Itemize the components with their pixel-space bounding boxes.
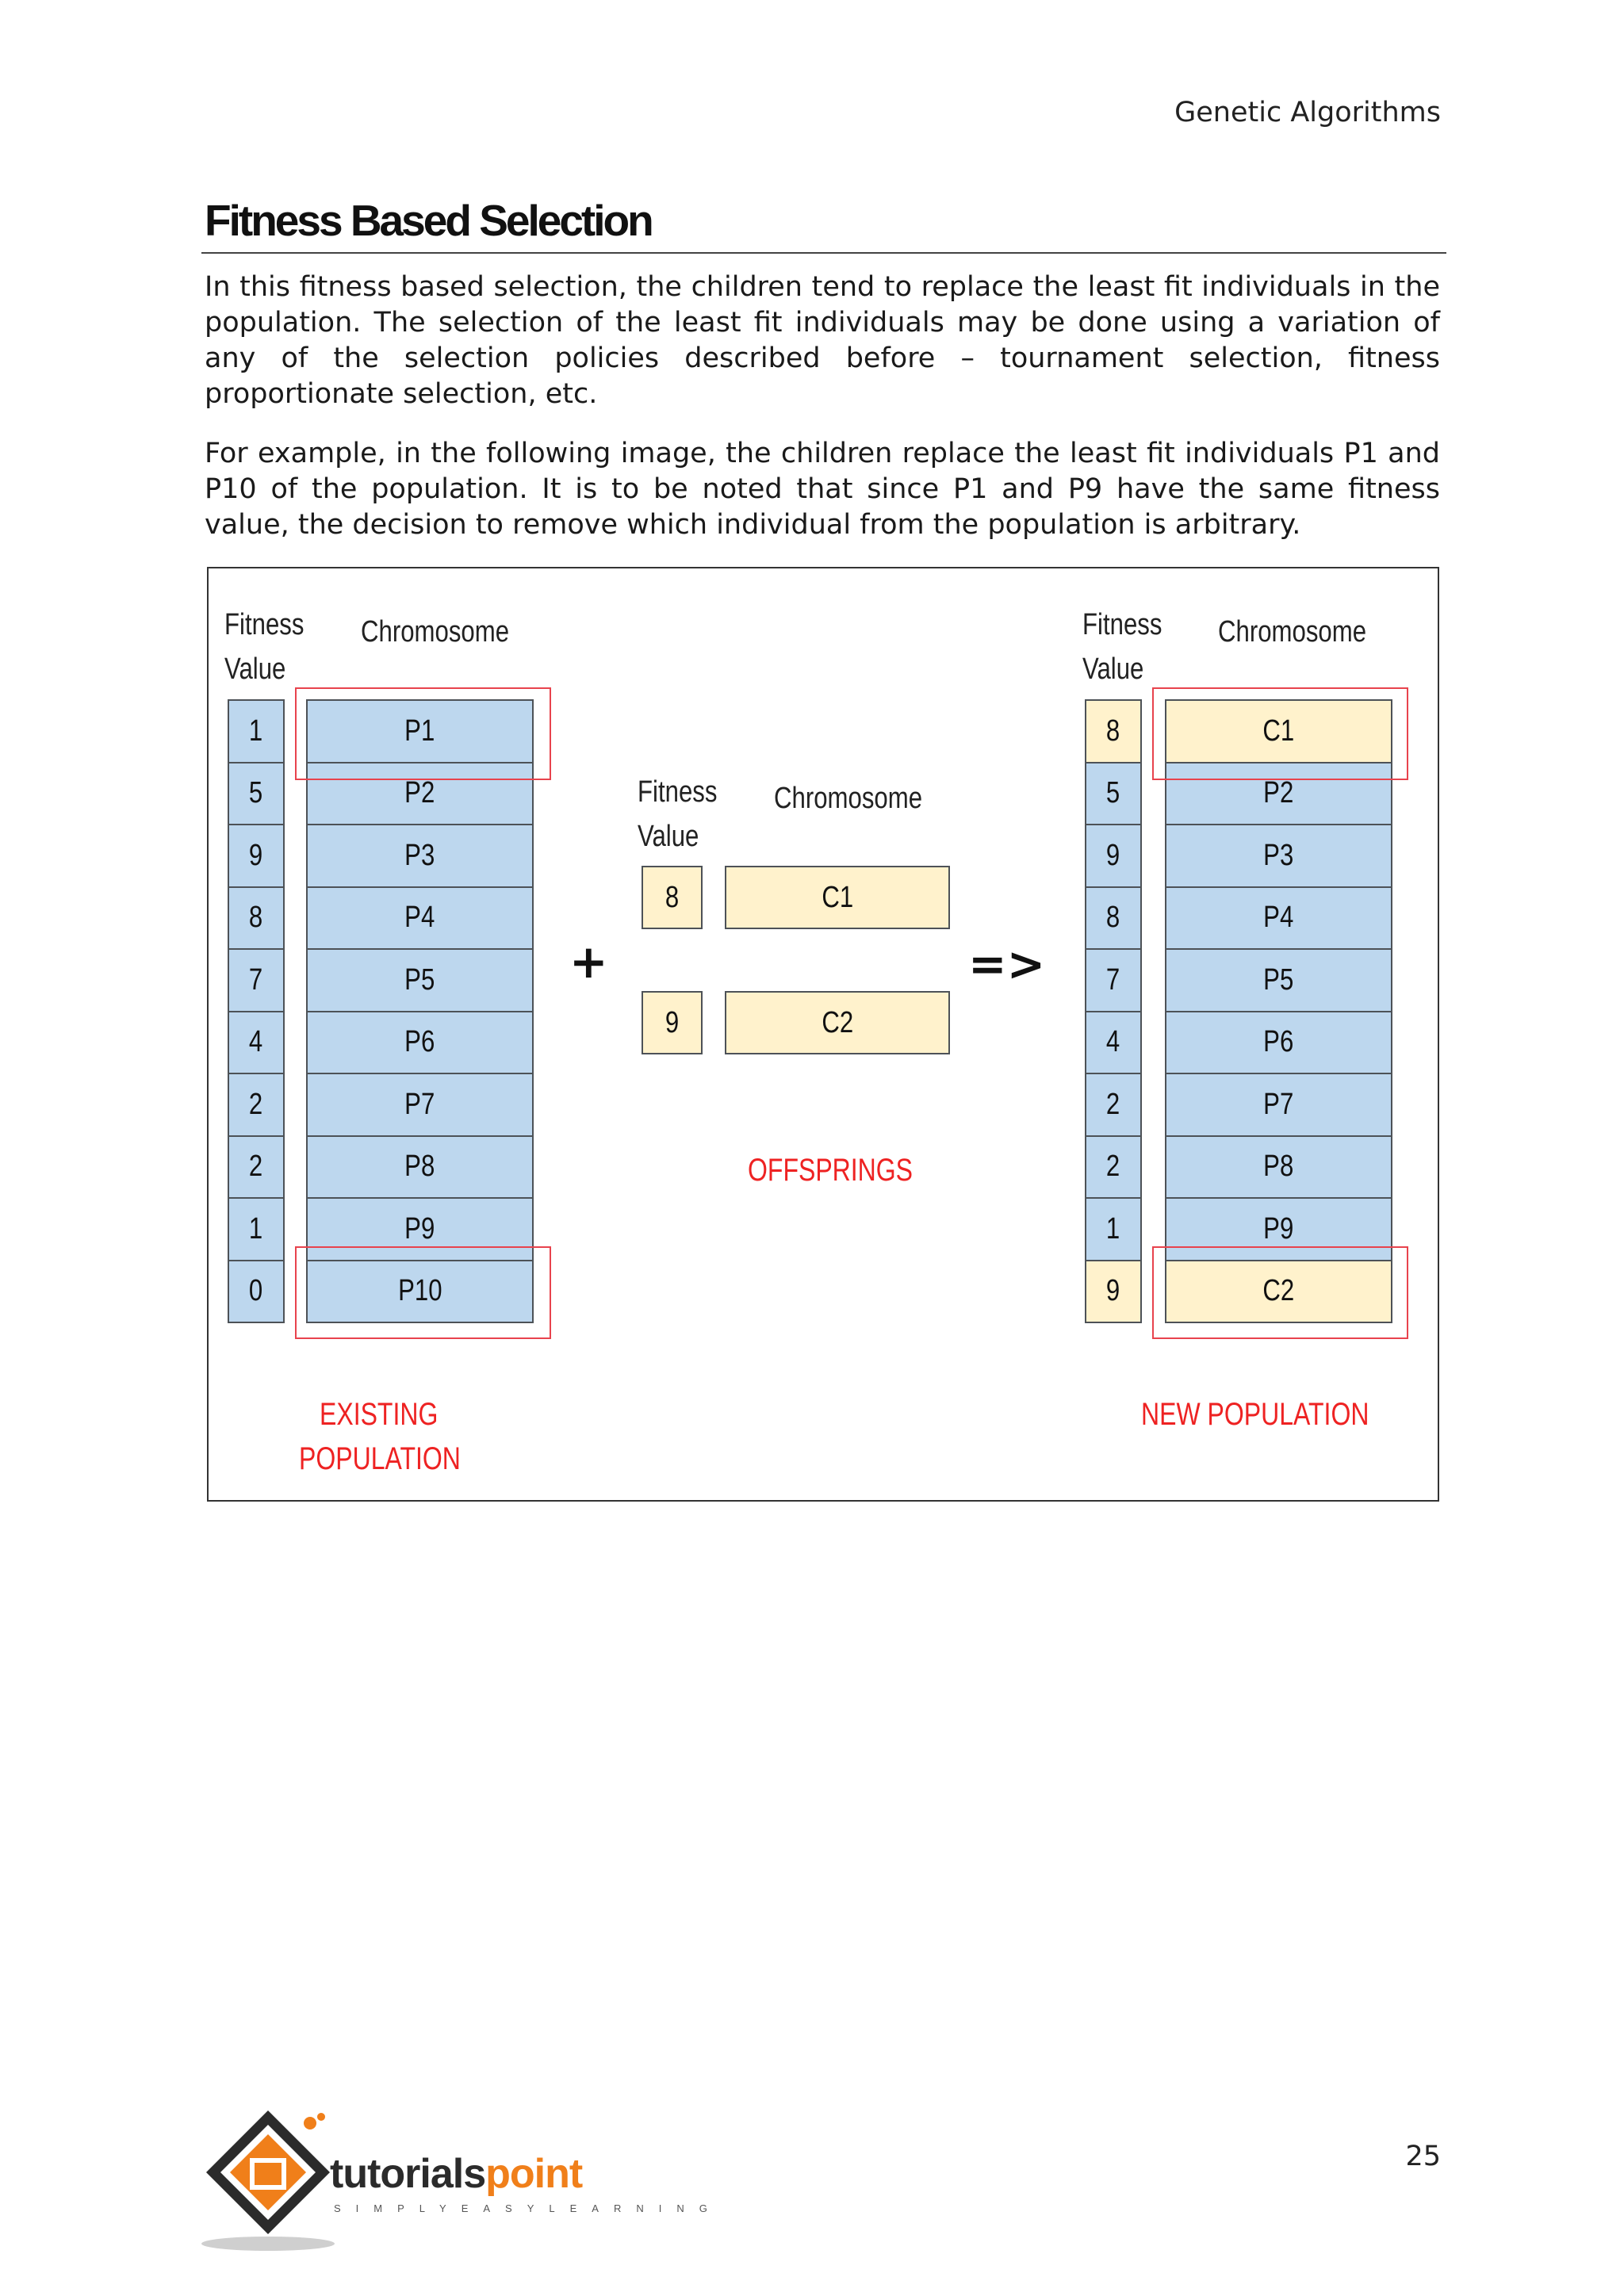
existing-fitness-label-2: Value — [224, 652, 286, 686]
existing-fitness-cell — [228, 1197, 285, 1261]
added-c1-highlight — [1152, 687, 1408, 780]
removed-p10-highlight — [295, 1246, 551, 1339]
existing-chromosome-cell — [306, 1135, 534, 1200]
existing-fitness-value: 1 — [249, 1211, 263, 1246]
existing-chromosome-value: P4 — [404, 901, 435, 935]
new-fitness-cell — [1085, 886, 1142, 951]
existing-fitness-cell — [228, 948, 285, 1012]
existing-chromosome-value: P7 — [404, 1087, 435, 1121]
new-fitness-value: 7 — [1106, 962, 1120, 997]
existing-fitness-value: 8 — [249, 901, 263, 935]
new-chromosome-value: P4 — [1263, 901, 1294, 935]
new-chromosome-value: P5 — [1263, 962, 1294, 997]
new-fitness-value: 8 — [1106, 901, 1120, 935]
new-fitness-cell — [1085, 1135, 1142, 1200]
new-fitness-cell — [1085, 1073, 1142, 1137]
existing-chromosome-cell — [306, 948, 534, 1012]
new-fitness-label-1: Fitness — [1082, 608, 1162, 641]
section-title: Fitness Based Selection — [205, 196, 652, 245]
existing-chromosome-value: P1 — [404, 714, 435, 748]
plus-operator: + — [569, 935, 608, 989]
existing-chromosome-value: P5 — [404, 962, 435, 997]
new-chromosome-value: P8 — [1263, 1150, 1294, 1184]
existing-chromosome-value: P8 — [404, 1150, 435, 1184]
new-fitness-value: 4 — [1106, 1025, 1120, 1059]
tutorialspoint-logo — [201, 2109, 722, 2252]
new-fitness-cell — [1085, 699, 1142, 763]
existing-chromosome-value: P6 — [404, 1025, 435, 1059]
new-fitness-cell — [1085, 948, 1142, 1012]
new-fitness-cell — [1085, 1011, 1142, 1075]
existing-fitness-value: 2 — [249, 1087, 263, 1121]
running-header: Genetic Algorithms — [1174, 97, 1441, 128]
paragraph-2: For example, in the following image, the children replace the least fit individuals P1 and P10 of the population. It is to be noted that since P1 and P9 have the same fitness value, the decision to remove which individual from the population is arbitrary. — [205, 438, 1440, 541]
logo-wordmark — [330, 2150, 582, 2198]
existing-fitness-value: 1 — [249, 714, 263, 748]
offspring-fitness-value: 8 — [665, 880, 680, 914]
existing-fitness-value: 9 — [249, 838, 263, 872]
offspring-label: OFFSPRINGS — [748, 1153, 914, 1188]
existing-fitness-cell — [228, 886, 285, 951]
new-fitness-value: 8 — [1106, 714, 1120, 748]
title-rule — [201, 252, 1446, 254]
existing-chromosome-value: P10 — [397, 1274, 442, 1308]
existing-chromosome-label: Chromosome — [361, 615, 510, 649]
paragraph-1: In this fitness based selection, the children tend to replace the least fit individuals in the population. The selection of the least fit individuals may be done using a variation of any of the selection policies described before – tournament selection, fitness proportionate selection, etc. — [205, 271, 1440, 410]
new-chromosome-value: P3 — [1263, 838, 1294, 872]
existing-fitness-cell — [228, 1135, 285, 1200]
existing-label-2: POPULATION — [299, 1441, 461, 1476]
new-population-label: NEW POPULATION — [1141, 1397, 1369, 1432]
page-number: 25 — [1405, 2141, 1441, 2172]
offspring-chromosome-value: C2 — [822, 1005, 853, 1039]
new-fitness-value: 9 — [1106, 1274, 1120, 1308]
new-chromosome-cell — [1165, 824, 1392, 888]
existing-fitness-label-1: Fitness — [224, 608, 304, 641]
existing-chromosome-value: P3 — [404, 838, 435, 872]
existing-fitness-value: 0 — [249, 1274, 263, 1308]
selection-figure — [207, 567, 1439, 1502]
existing-chromosome-cell — [306, 886, 534, 951]
offspring-fitness-label-2: Value — [638, 820, 699, 853]
new-chromosome-label: Chromosome — [1218, 615, 1367, 649]
existing-fitness-cell — [228, 1260, 285, 1324]
offspring-fitness-label-1: Fitness — [638, 775, 718, 809]
existing-fitness-cell — [228, 699, 285, 763]
existing-fitness-cell — [228, 762, 285, 826]
new-chromosome-cell — [1165, 886, 1392, 951]
new-fitness-label-2: Value — [1082, 652, 1144, 686]
offspring-chromosome-label: Chromosome — [774, 782, 923, 815]
existing-chromosome-cell — [306, 1011, 534, 1075]
existing-fitness-cell — [228, 1073, 285, 1137]
offspring-chromosome-value: C1 — [822, 880, 853, 914]
new-chromosome-value: P7 — [1263, 1087, 1294, 1121]
offspring-chromosome-cell — [725, 991, 950, 1054]
new-fitness-cell — [1085, 824, 1142, 888]
existing-chromosome-value: P2 — [404, 776, 435, 810]
new-fitness-cell — [1085, 1260, 1142, 1324]
offspring-fitness-value: 9 — [665, 1005, 680, 1039]
existing-chromosome-value: P9 — [404, 1211, 435, 1246]
new-chromosome-value: P2 — [1263, 776, 1294, 810]
existing-fitness-value: 2 — [249, 1150, 263, 1184]
new-chromosome-value: C2 — [1262, 1274, 1295, 1308]
new-chromosome-value: P6 — [1263, 1025, 1294, 1059]
new-fitness-value: 5 — [1106, 776, 1120, 810]
result-arrow: => — [968, 937, 1046, 991]
new-fitness-value: 9 — [1106, 838, 1120, 872]
new-fitness-value: 2 — [1106, 1087, 1120, 1121]
new-chromosome-value: P9 — [1263, 1211, 1294, 1246]
new-chromosome-cell — [1165, 1011, 1392, 1075]
offspring-fitness-cell — [642, 866, 703, 929]
added-c2-highlight — [1152, 1246, 1408, 1339]
existing-fitness-value: 4 — [249, 1025, 263, 1059]
existing-fitness-value: 5 — [249, 776, 263, 810]
existing-fitness-cell — [228, 824, 285, 888]
existing-fitness-value: 7 — [249, 962, 263, 997]
existing-chromosome-cell — [306, 1073, 534, 1137]
new-fitness-cell — [1085, 1197, 1142, 1261]
existing-label-1: EXISTING — [320, 1397, 439, 1432]
removed-p1-highlight — [295, 687, 551, 780]
logo-tagline: SIMPLYEASYLEARNING — [334, 2202, 722, 2214]
new-chromosome-cell — [1165, 1073, 1392, 1137]
new-chromosome-cell — [1165, 948, 1392, 1012]
existing-fitness-cell — [228, 1011, 285, 1075]
logo-word-point: point — [485, 2151, 583, 2197]
new-fitness-value: 2 — [1106, 1150, 1120, 1184]
offspring-fitness-cell — [642, 991, 703, 1054]
logo-word-tutorials: tutorials — [330, 2151, 486, 2197]
new-chromosome-value: C1 — [1262, 714, 1295, 748]
offspring-chromosome-cell — [725, 866, 950, 929]
new-chromosome-cell — [1165, 1135, 1392, 1200]
new-fitness-cell — [1085, 762, 1142, 826]
existing-chromosome-cell — [306, 824, 534, 888]
new-fitness-value: 1 — [1106, 1211, 1120, 1246]
